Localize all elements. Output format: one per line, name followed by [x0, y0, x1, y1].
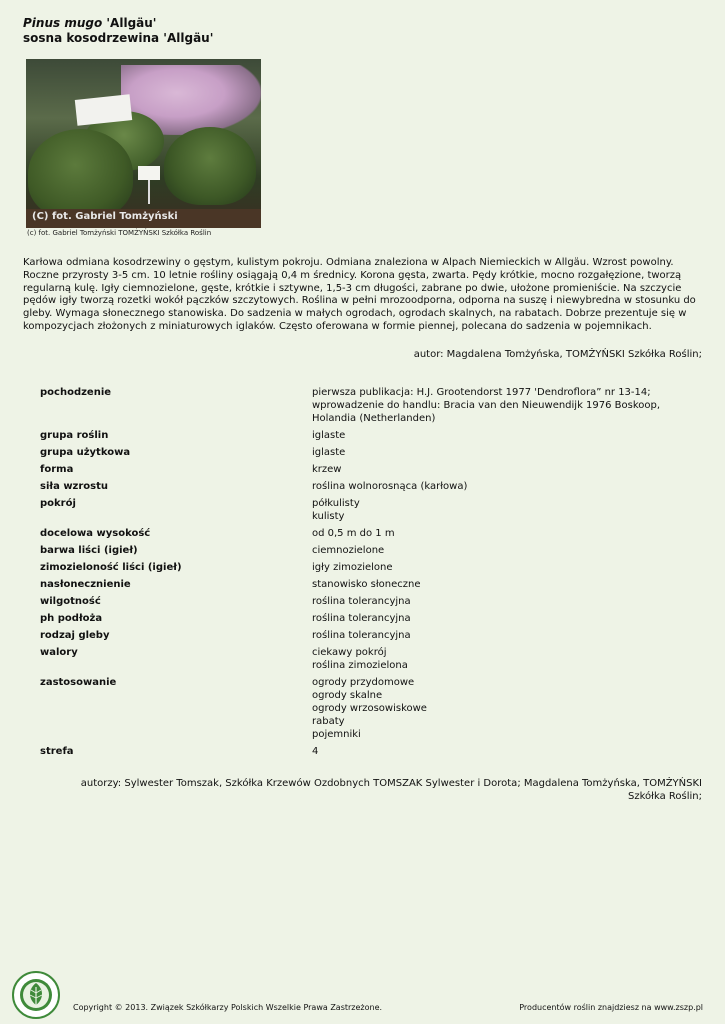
attribute-key: pokrój	[40, 498, 76, 509]
attribute-row	[40, 745, 690, 758]
attribute-row	[40, 527, 690, 540]
attribute-value	[312, 612, 690, 625]
attribute-value	[312, 480, 690, 493]
attribute-key: siła wzrostu	[40, 481, 109, 492]
attribute-value-line: kulisty	[312, 511, 345, 522]
attribute-value-line: Holandia (Netherlanden)	[312, 413, 436, 424]
attribute-row	[40, 429, 690, 442]
photo-caption: (c) fot. Gabriel Tomżyński TOMŻYŃSKI Szkółka Roślin	[27, 229, 212, 237]
attribute-value-line: ciemnozielone	[312, 545, 385, 556]
plant-title	[23, 16, 213, 46]
attribute-key: pochodzenie	[40, 387, 112, 398]
attribute-value-line: ogrody wrzosowiskowe	[312, 703, 427, 714]
attribute-row	[40, 544, 690, 557]
attribute-value	[312, 497, 690, 523]
attribute-row	[40, 595, 690, 608]
attribute-value	[312, 595, 690, 608]
attribute-value-line: pojemniki	[312, 729, 361, 740]
attribute-value-line: iglaste	[312, 447, 346, 458]
photo-bush	[28, 129, 133, 219]
attribute-value-line: iglaste	[312, 430, 346, 441]
attribute-row	[40, 446, 690, 459]
attribute-value	[312, 578, 690, 591]
attribute-row	[40, 629, 690, 642]
polish-name: sosna kosodrzewina 'Allgäu'	[23, 31, 214, 45]
attribute-value-line: roślina tolerancyjna	[312, 613, 411, 624]
description-author: autor: Magdalena Tomżyńska, TOMŻYŃSKI Szkółka Roślin;	[413, 349, 702, 360]
zszp-logo	[12, 971, 60, 1019]
attribute-value	[312, 446, 690, 459]
attribute-value-line: od 0,5 m do 1 m	[312, 528, 395, 539]
attribute-row	[40, 578, 690, 591]
authors: autorzy: Sylwester Tomszak, Szkółka Krzewów Ozdobnych TOMSZAK Sylwester i Dorota; Magdalena Tomżyńska, TOMŻYŃSKI Szkółka Roślin;	[80, 778, 702, 802]
copyright: Copyright © 2013. Związek Szkółkarzy Polskich Wszelkie Prawa Zastrzeżone.	[73, 1003, 383, 1012]
photo-label	[138, 166, 160, 180]
photo-stake	[148, 180, 150, 204]
attribute-value	[312, 463, 690, 476]
attribute-key: nasłonecznienie	[40, 579, 131, 590]
attribute-key: grupa użytkowa	[40, 447, 131, 458]
attribute-value-line: rabaty	[312, 716, 345, 727]
attribute-value-line: roślina tolerancyjna	[312, 596, 411, 607]
attribute-key: rodzaj gleby	[40, 630, 110, 641]
attribute-value	[312, 561, 690, 574]
attribute-key: docelowa wysokość	[40, 528, 151, 539]
plant-description: Karłowa odmiana kosodrzewiny o gęstym, kulistym pokroju. Odmiana znaleziona w Alpach Niemieckich w Allgäu. Wzrost powolny. Roczne przyrosty 3-5 cm. 10 letnie rośliny osiągają 0,4 m średnicy. Korona gęsta, zwarta. Pędy krótkie, mocno rozgałęzione, tworzą regularną kulę. Igły ciemnozielone, gęste, krótkie i sztywne, 1,5-3 cm długości, zabrane po dwie, ułożone promieniście. Na szczycie pędów igły tworzą rozetki wokół pączków szczytowych. Roślina w pełni mrozoodporna, odporna na suszę i niewybredna w stosunku do gleby. Wymaga słonecznego stanowiska. Do sadzenia w małych ogrodach, ogrodach skalnych, na rabatach. Dobrze prezentuje się w kompozycjach złożonych z miniaturowych iglaków. Często oferowana w formie piennej, polecana do sadzenia w pojemnikach.	[23, 257, 696, 332]
attribute-row	[40, 561, 690, 574]
latin-name: Pinus mugo	[23, 16, 103, 30]
attribute-key: strefa	[40, 746, 74, 757]
attribute-value	[312, 386, 690, 425]
attribute-value-line: krzew	[312, 464, 342, 475]
attribute-row	[40, 480, 690, 493]
attribute-row	[40, 676, 690, 741]
attribute-key: zimozieloność liści (igieł)	[40, 562, 182, 573]
attribute-value	[312, 646, 690, 672]
photo-bush	[164, 127, 256, 205]
attribute-key: ph podłoża	[40, 613, 103, 624]
attribute-value	[312, 629, 690, 642]
attribute-value-line: pierwsza publikacja: H.J. Grootendorst 1977 'Dendroflora” nr 13-14;	[312, 387, 651, 398]
attribute-key: forma	[40, 464, 74, 475]
photo-watermark: (C) fot. Gabriel Tomżyński	[32, 211, 178, 222]
attribute-value-line: roślina wolnorosnąca (karłowa)	[312, 481, 468, 492]
attribute-value	[312, 745, 690, 758]
attribute-value-line: stanowisko słoneczne	[312, 579, 421, 590]
producers-link[interactable]: Producentów roślin znajdziesz na www.zszp.pl	[519, 1003, 703, 1012]
attribute-value-line: wprowadzenie do handlu: Bracia van den Nieuwendijk 1976 Boskoop,	[312, 400, 661, 411]
attribute-value-line: roślina tolerancyjna	[312, 630, 411, 641]
attribute-key: grupa roślin	[40, 430, 109, 441]
attribute-value-line: ciekawy pokrój	[312, 647, 387, 658]
cultivar-name: 'Allgäu'	[102, 16, 157, 30]
attribute-value-line: ogrody przydomowe	[312, 677, 415, 688]
attributes-table	[40, 386, 690, 762]
attribute-key: zastosowanie	[40, 677, 117, 688]
attribute-value	[312, 527, 690, 540]
plant-photo	[26, 59, 261, 228]
attribute-value-line: ogrody skalne	[312, 690, 383, 701]
attribute-key: barwa liści (igieł)	[40, 545, 138, 556]
attribute-value-line: 4	[312, 746, 319, 757]
attribute-value-line: igły zimozielone	[312, 562, 393, 573]
attribute-value-line: roślina zimozielona	[312, 660, 408, 671]
attribute-value	[312, 429, 690, 442]
attribute-row	[40, 463, 690, 476]
attribute-key: walory	[40, 647, 78, 658]
attribute-row	[40, 612, 690, 625]
attribute-value	[312, 676, 690, 741]
attribute-value-line: półkulisty	[312, 498, 360, 509]
attribute-value	[312, 544, 690, 557]
attribute-key: wilgotność	[40, 596, 101, 607]
attribute-row	[40, 497, 690, 523]
attribute-row	[40, 646, 690, 672]
attribute-row	[40, 386, 690, 425]
